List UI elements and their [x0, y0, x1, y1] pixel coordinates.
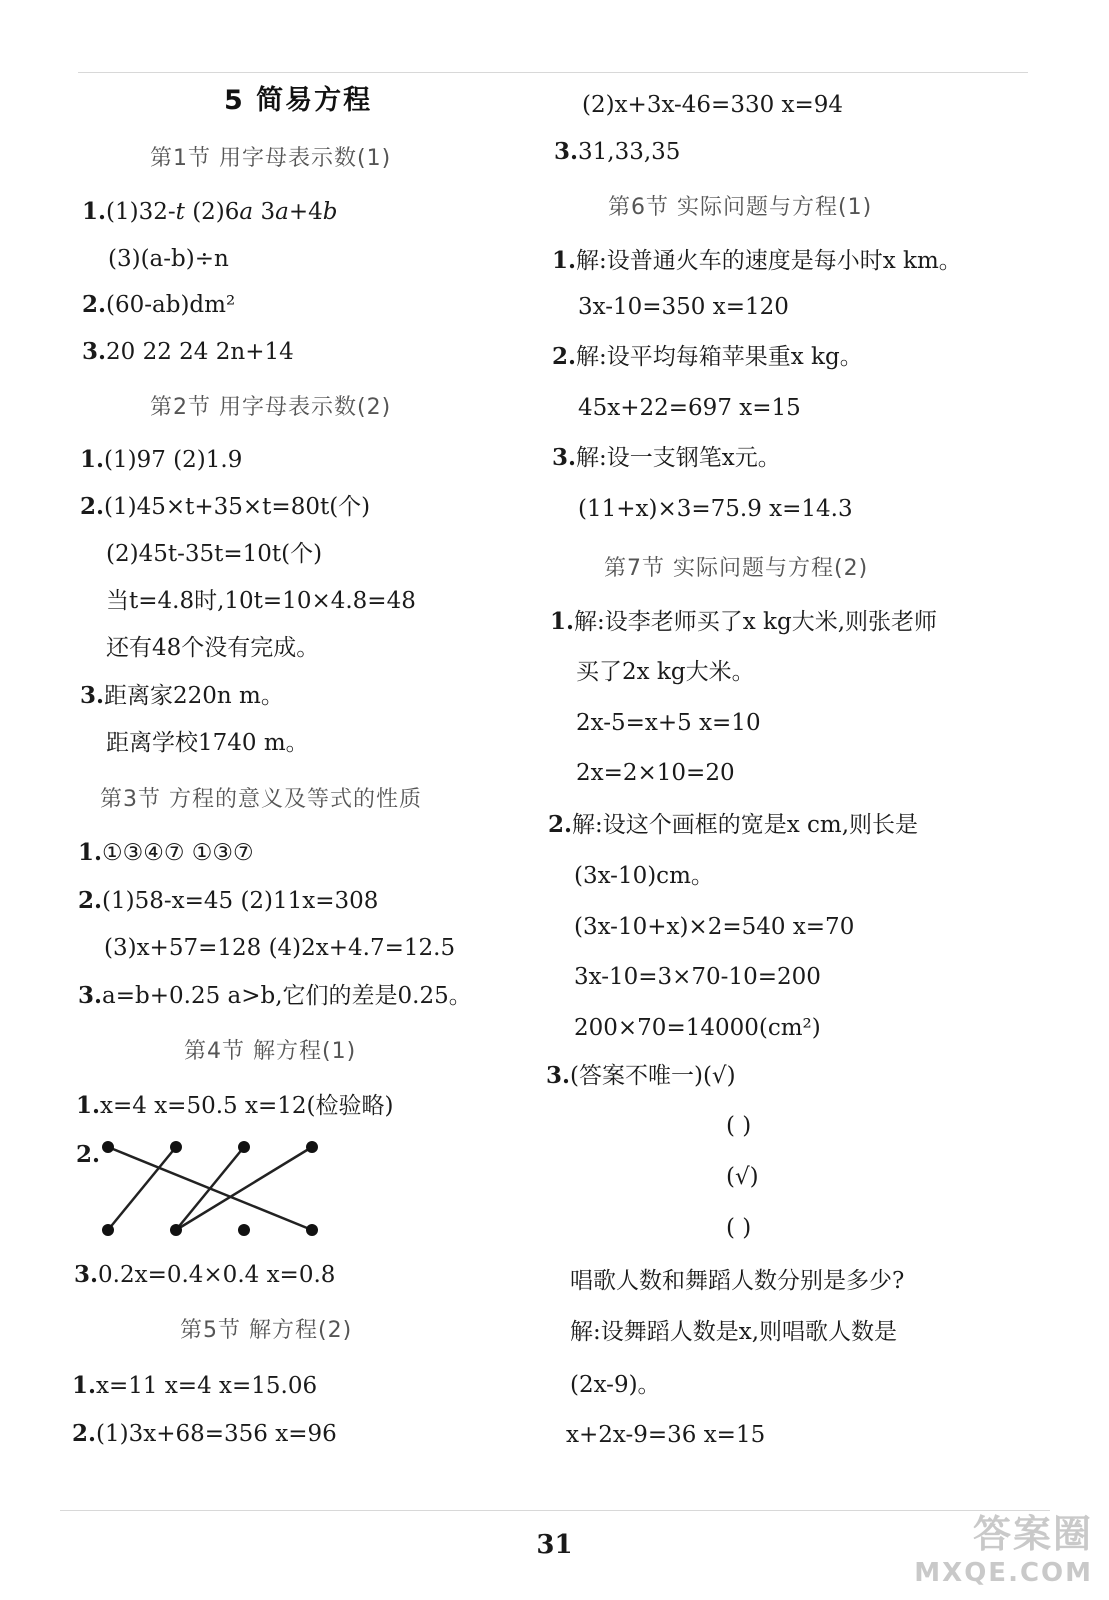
s2-q3-line2: 距离学校1740 m。: [106, 730, 309, 756]
s1-q1-var: a: [275, 199, 289, 225]
s1-q3-text: 20 22 24 2n+14: [106, 339, 294, 365]
s4-q3-text: 0.2x=0.4×0.4 x=0.8: [98, 1262, 336, 1288]
matching-dot: [306, 1224, 318, 1236]
s7-q2-line4: 3x-10=3×70-10=200: [574, 964, 821, 990]
s2-q1-text: (1)97 (2)1.9: [104, 447, 243, 473]
s3-q1-text: ①③④⑦ ①③⑦: [102, 840, 254, 866]
s7-q3: [546, 1061, 736, 1091]
s3-q2-line2: (3)x+57=128 (4)2x+4.7=12.5: [104, 935, 456, 961]
section-6-title: 第6节 实际问题与方程(1): [608, 195, 873, 220]
spacer: [244, 1147, 312, 1230]
s2-q2-line2: (2)45t-35t=10t(个): [106, 541, 323, 567]
s7-q3-line7: (2x-9)。: [570, 1372, 661, 1398]
s7-q2-line5: 200×70=14000(cm²): [574, 1015, 821, 1041]
s6-q2-line1: 解:设平均每箱苹果重x kg。: [576, 344, 863, 370]
s6-q3-line1: 解:设一支钢笔x元。: [576, 445, 781, 471]
s7-q3-line1: (答案不唯一)(√): [570, 1063, 736, 1089]
s7-q3-line4: ( ): [726, 1215, 752, 1241]
matching-dot: [170, 1224, 182, 1236]
spacer: [244, 1147, 312, 1230]
spacer: [244, 1147, 312, 1230]
s3-q2: [78, 886, 378, 916]
s7-q3-line6: 解:设舞蹈人数是x,则唱歌人数是: [570, 1319, 898, 1345]
s2-q1-num: 1.: [80, 446, 105, 473]
s2-q3-line1: 距离家220n m。: [104, 683, 284, 709]
page-number: 31: [536, 1530, 573, 1560]
s5-q2-line2: (2)x+3x-46=330 x=94: [582, 92, 844, 118]
s7-q2-line2: (3x-10)cm。: [574, 863, 714, 889]
matching-dot: [102, 1141, 114, 1153]
spacer: [244, 1147, 312, 1230]
spacer: [244, 1147, 312, 1230]
spacer: [108, 1147, 244, 1230]
s4-q1-num: 1.: [76, 1092, 101, 1119]
s1-q1-part: 3: [253, 199, 276, 225]
s1-q1-part: (1)32-: [106, 199, 176, 225]
s6-q3: [552, 443, 781, 473]
s3-q2-num: 2.: [78, 887, 103, 914]
section-3-title: 第3节 方程的意义及等式的性质: [100, 787, 422, 812]
s1-q1-var: t: [175, 199, 185, 225]
s6-q1-line2: 3x-10=350 x=120: [578, 294, 789, 320]
watermark-url: MXQE.COM: [914, 1558, 1093, 1588]
s5-q2: [72, 1419, 337, 1449]
s7-q2-line3: (3x-10+x)×2=540 x=70: [574, 914, 855, 940]
s1-q1-var: a: [239, 199, 254, 225]
s7-q3-line3: (√): [726, 1164, 759, 1190]
section-1-title: 第1节 用字母表示数(1): [150, 146, 392, 171]
s1-q1: [82, 197, 337, 227]
s7-q1: [550, 607, 937, 637]
s5-q2-num: 2.: [72, 1420, 97, 1447]
bottom-rule: [60, 1510, 1050, 1511]
s6-q1-num: 1.: [552, 247, 577, 274]
s7-q1-line1: 解:设李老师买了x kg大米,则张老师: [574, 609, 938, 635]
s5-q3-num: 3.: [554, 138, 579, 165]
s4-q3-num: 3.: [74, 1261, 99, 1288]
matching-line: [108, 1147, 176, 1230]
s1-q1-var: b: [322, 199, 338, 225]
s4-q1-text: x=4 x=50.5 x=12(检验略): [100, 1093, 394, 1119]
s6-q3-line2: (11+x)×3=75.9 x=14.3: [578, 496, 853, 522]
matching-line: [176, 1147, 312, 1230]
s1-q1-num: 1.: [82, 198, 107, 225]
section-5-title: 第5节 解方程(2): [180, 1318, 353, 1343]
top-rule: [78, 72, 1028, 73]
matching-dot: [238, 1141, 250, 1153]
s1-q1-line2: (3)(a-b)÷n: [108, 246, 229, 272]
s7-q2: [548, 810, 918, 840]
s5-q3-text: 31,33,35: [578, 139, 681, 165]
matching-dot: [102, 1224, 114, 1236]
s7-q1-line4: 2x=2×10=20: [576, 760, 735, 786]
s3-q3-text: a=b+0.25 a>b,它们的差是0.25。: [102, 983, 472, 1009]
spacer: [244, 1147, 312, 1230]
s7-q3-line8: x+2x-9=36 x=15: [566, 1422, 766, 1448]
section-4-title: 第4节 解方程(1): [184, 1039, 357, 1064]
s2-q2-line3: 当t=4.8时,10t=10×4.8=48: [106, 588, 416, 614]
s7-q3-line5: 唱歌人数和舞蹈人数分别是多少?: [570, 1268, 905, 1294]
s7-q1-line2: 买了2x kg大米。: [576, 659, 755, 685]
matching-diagram: [100, 1135, 330, 1245]
matching-dot: [238, 1224, 250, 1236]
s5-q1-text: x=11 x=4 x=15.06: [96, 1373, 318, 1399]
s3-q1: [78, 838, 254, 868]
matching-dot: [306, 1141, 318, 1153]
s1-q2: [82, 290, 235, 320]
s6-q2-line2: 45x+22=697 x=15: [578, 395, 801, 421]
s1-q2-text: (60-ab)dm²: [106, 292, 236, 318]
matching-line: [176, 1147, 244, 1230]
s3-q3-num: 3.: [78, 982, 103, 1009]
s1-q3: [82, 337, 294, 367]
spacer: [244, 1147, 312, 1230]
s2-q2-line4: 还有48个没有完成。: [106, 635, 320, 661]
spacer: [244, 1147, 312, 1230]
s6-q2: [552, 342, 863, 372]
s4-q3: [74, 1260, 335, 1290]
spacer: [244, 1147, 312, 1230]
watermark: [914, 1503, 1093, 1588]
s2-q2-line1: (1)45×t+35×t=80t(个): [104, 494, 371, 520]
section-7-title: 第7节 实际问题与方程(2): [604, 556, 869, 581]
chapter-title: 5 简易方程: [224, 85, 373, 116]
s7-q3-line2: ( ): [726, 1113, 752, 1139]
s3-q3: [78, 981, 472, 1011]
spacer: [244, 1147, 312, 1230]
s5-q3: [554, 137, 680, 167]
s1-q1-part: (2)6: [184, 199, 240, 225]
s1-q3-num: 3.: [82, 338, 107, 365]
s1-q1-part: +4: [288, 199, 323, 225]
s6-q2-num: 2.: [552, 343, 577, 370]
s6-q1-line1: 解:设普通火车的速度是每小时x km。: [576, 248, 962, 274]
s5-q1-num: 1.: [72, 1372, 97, 1399]
s4-q1: [76, 1091, 393, 1121]
s6-q1: [552, 246, 962, 276]
spacer: [244, 1147, 312, 1230]
s7-q2-num: 2.: [548, 811, 573, 838]
spacer: [244, 1147, 312, 1230]
s6-q3-num: 3.: [552, 444, 577, 471]
matching-dot: [170, 1141, 182, 1153]
section-2-title: 第2节 用字母表示数(2): [150, 395, 392, 420]
s3-q2-line1: (1)58-x=45 (2)11x=308: [102, 888, 379, 914]
watermark-logo-text: 答案圈: [972, 1512, 1093, 1556]
s7-q2-line1: 解:设这个画框的宽是x cm,则长是: [572, 812, 919, 838]
s4-q2-num: 2.: [76, 1141, 101, 1168]
s1-q2-num: 2.: [82, 291, 107, 318]
s5-q1: [72, 1371, 317, 1401]
spacer: [244, 1147, 312, 1230]
s7-q1-line3: 2x-5=x+5 x=10: [576, 710, 761, 736]
s7-q1-num: 1.: [550, 608, 575, 635]
s2-q1: [80, 445, 242, 475]
spacer: [244, 1147, 312, 1230]
s2-q2-num: 2.: [80, 493, 105, 520]
s2-q3-num: 3.: [80, 682, 105, 709]
s5-q2-line1: (1)3x+68=356 x=96: [96, 1421, 337, 1447]
s3-q1-num: 1.: [78, 839, 103, 866]
s2-q3: [80, 681, 284, 711]
s2-q2: [80, 492, 370, 522]
s7-q3-num: 3.: [546, 1062, 571, 1089]
spacer: [244, 1147, 312, 1230]
